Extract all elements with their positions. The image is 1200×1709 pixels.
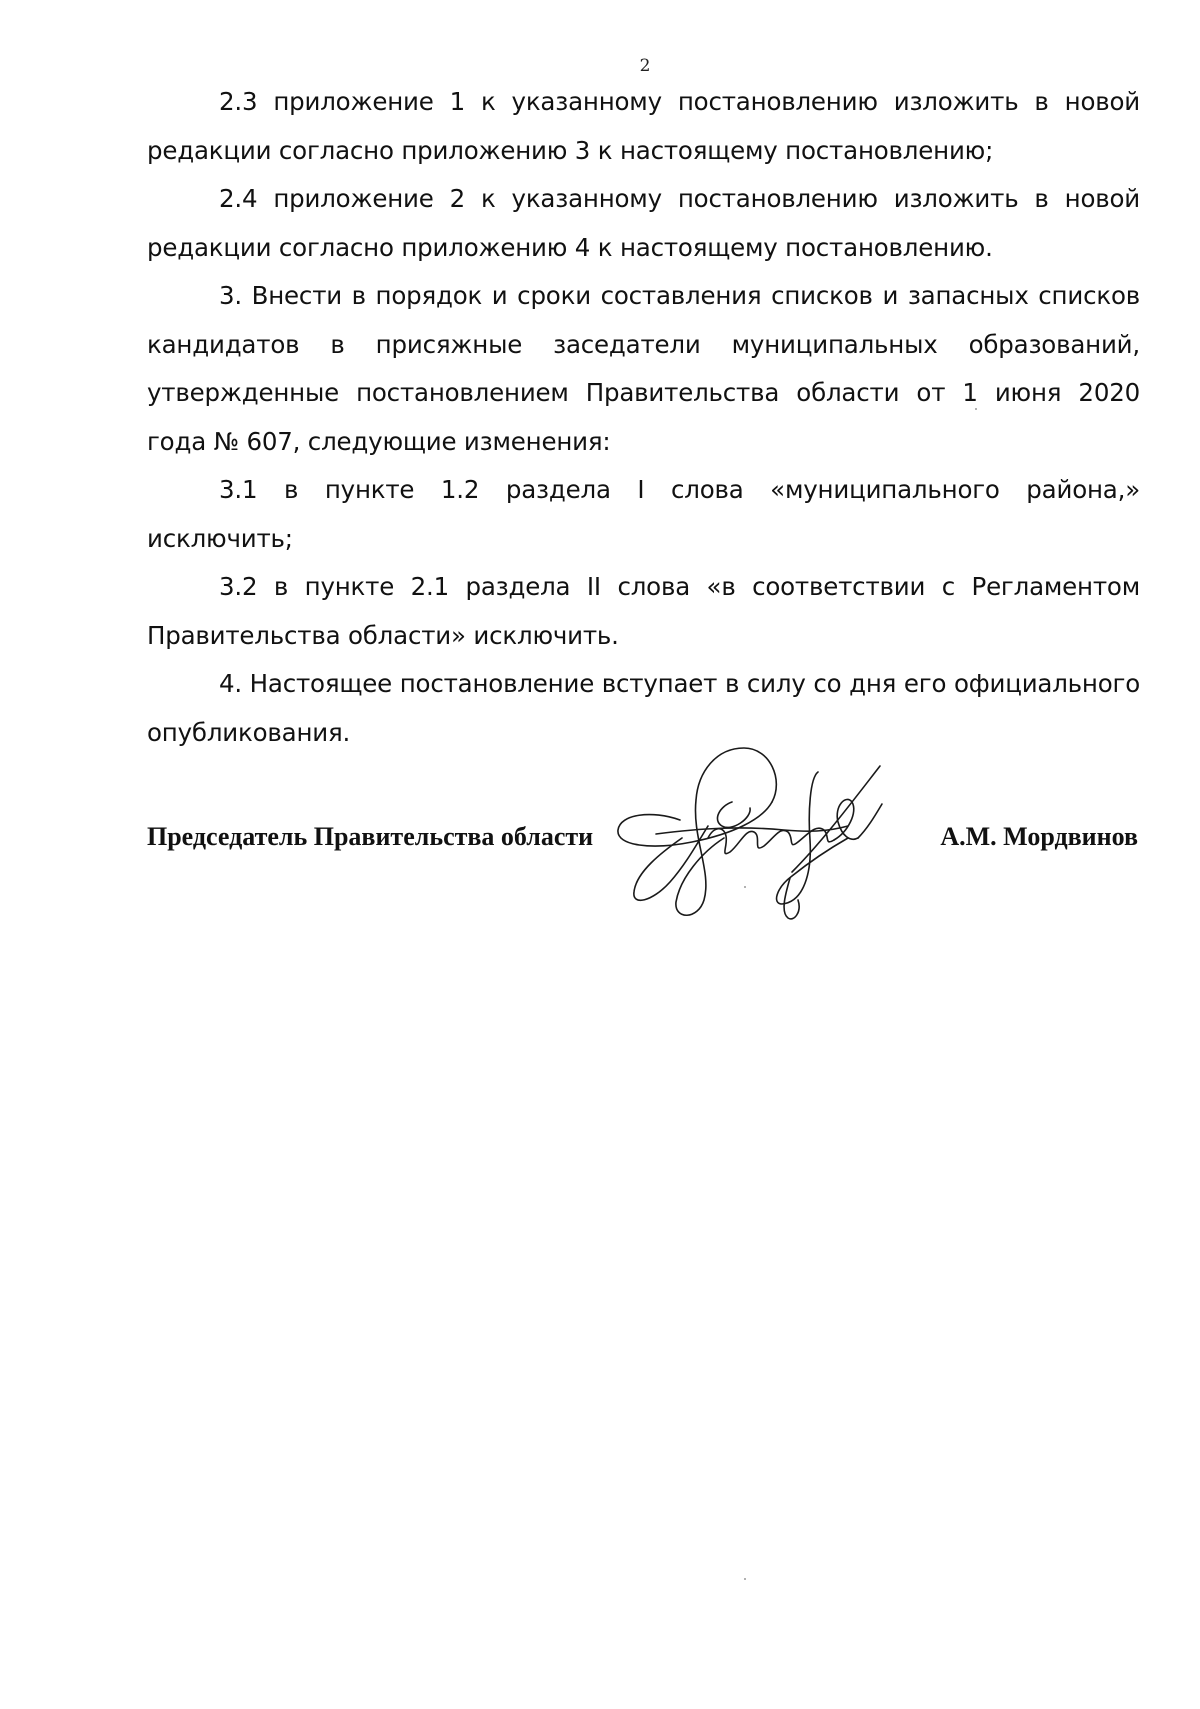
- paragraph-3: 3. Внести в порядок и сроки составления списков и запасных списков кандидатов в присяжные заседатели муниципальных образований, утвержденные постановлением Правительства области от 1 июня 2020 года № 607, следующие изменения:: [147, 281, 1140, 456]
- paragraph-3-2: 3.2 в пункте 2.1 раздела II слова «в соответствии с Регламентом Правительства области» исключить.: [147, 572, 1140, 650]
- paragraph-2-3: 2.3 приложение 1 к указанному постановлению изложить в новой редакции согласно приложению 3 к настоящему постановлению;: [147, 87, 1140, 165]
- signatory-name: А.М. Мордвинов: [940, 822, 1138, 851]
- scan-speck: [744, 1578, 746, 1580]
- paragraph-4: 4. Настоящее постановление вступает в силу со дня его официального опубликования.: [147, 669, 1140, 747]
- document-body: [147, 78, 1140, 757]
- scan-speck: [744, 886, 746, 888]
- scan-speck: [975, 408, 977, 410]
- paragraph-2-4: 2.4 приложение 2 к указанному постановлению изложить в новой редакции согласно приложению 4 к настоящему постановлению.: [147, 184, 1140, 262]
- page-number: 2: [639, 56, 651, 76]
- paragraph-3-1: 3.1 в пункте 1.2 раздела I слова «муниципального района,» исключить;: [147, 475, 1140, 553]
- signatory-title: Председатель Правительства области: [147, 822, 594, 851]
- handwritten-signature: [612, 742, 962, 938]
